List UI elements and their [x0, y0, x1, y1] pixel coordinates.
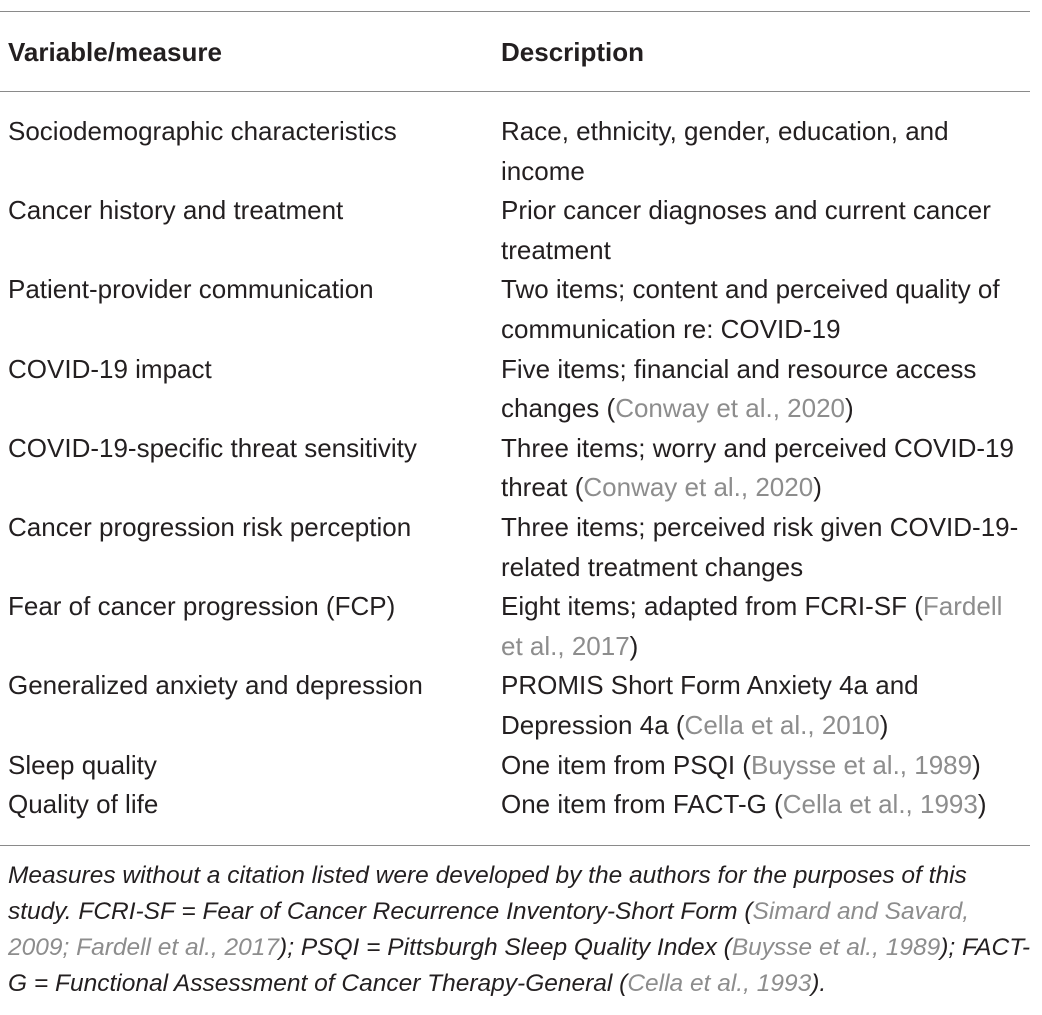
text-run: ). [811, 970, 827, 997]
table-row [0, 785, 1042, 825]
text-run: Measures without a citation listed were developed by the authors for the purposes of this study. FCRI-SF = Fear of Cancer Recurrence Inventory-Short Form ( [8, 862, 967, 925]
variable-cell: COVID-19 impact [8, 353, 212, 384]
text-run: Five items; financial and resource access changes ( [501, 353, 977, 424]
table-body [0, 112, 1042, 825]
citation-link[interactable]: Simard and Savard, 2009; Fardell et al., 2017 [8, 898, 970, 961]
text-run: ); PSQI = Pittsburgh Sleep Quality Index ( [279, 934, 732, 961]
table-row [0, 587, 1042, 666]
citation-link[interactable]: Buysse et al., 1989 [750, 749, 973, 780]
description-cell [501, 112, 1031, 191]
text-run: ) [845, 393, 854, 424]
table-footnote [8, 858, 1033, 1002]
text-run: PROMIS Short Form Anxiety 4a and Depression 4a ( [501, 670, 919, 740]
text-run: Eight items; adapted from FCRI-SF ( [501, 591, 923, 622]
table-row [0, 112, 1042, 191]
citation-link[interactable]: Buysse et al., 1989 [731, 934, 941, 961]
description-cell [501, 785, 1031, 825]
table-row [0, 508, 1042, 587]
citation-link[interactable]: Cella et al., 1993 [782, 789, 978, 820]
table-row [0, 429, 1042, 508]
text-run: ); FACT-G = Functional Assessment of Cancer Therapy-General ( [8, 934, 1031, 997]
text-run: Race, ethnicity, gender, education, and income [501, 116, 949, 186]
variable-cell: Cancer progression risk perception [8, 511, 412, 542]
description-cell [501, 508, 1031, 587]
description-cell [501, 350, 1031, 429]
variable-cell: Sleep quality [8, 749, 157, 780]
text-run: Three items; perceived risk given COVID-19-related treatment changes [501, 511, 1019, 582]
text-run: One item from PSQI ( [501, 749, 751, 780]
text-run: Prior cancer diagnoses and current cancer treatment [501, 195, 991, 265]
table-row [0, 191, 1042, 270]
table-row [0, 270, 1042, 349]
column-header-description: Description [501, 37, 645, 67]
citation-link[interactable]: Cella et al., 1993 [627, 970, 812, 997]
citation-link[interactable]: Conway et al., 2020 [583, 472, 814, 503]
description-cell [501, 746, 1031, 786]
text-run: Two items; content and perceived quality of communication re: COVID-19 [501, 274, 1000, 344]
variable-cell: Patient-provider communication [8, 274, 374, 305]
variable-cell: Sociodemographic characteristics [8, 116, 397, 146]
citation-link[interactable]: Fardell et al., 2017 [501, 591, 1003, 661]
description-cell [501, 587, 1031, 666]
table-header-rule [0, 91, 1030, 92]
text-run: ) [879, 709, 889, 740]
text-run: Three items; worry and perceived COVID-19 threat ( [501, 432, 1014, 503]
variable-cell: Generalized anxiety and depression [8, 670, 423, 701]
text-run: ) [977, 789, 987, 820]
variable-cell: COVID-19-specific threat sensitivity [8, 432, 417, 463]
description-cell [501, 191, 1031, 270]
table-top-rule [0, 11, 1030, 12]
description-cell [501, 666, 1031, 745]
variable-cell: Fear of cancer progression (FCP) [8, 591, 396, 622]
text-run: ) [813, 472, 822, 503]
description-cell [501, 270, 1031, 349]
citation-link[interactable]: Cella et al., 2010 [684, 709, 880, 740]
citation-link[interactable]: Conway et al., 2020 [615, 393, 845, 424]
table-row [0, 746, 1042, 786]
text-run: ) [629, 630, 639, 661]
variable-cell: Cancer history and treatment [8, 195, 344, 226]
column-header-variable: Variable/measure [8, 37, 222, 67]
description-cell [501, 429, 1031, 508]
table-footer-rule [0, 845, 1030, 846]
text-run: One item from FACT-G ( [501, 789, 783, 820]
variable-cell: Quality of life [8, 789, 159, 820]
table-row [0, 666, 1042, 745]
text-run: ) [972, 749, 981, 780]
table-row [0, 350, 1042, 429]
